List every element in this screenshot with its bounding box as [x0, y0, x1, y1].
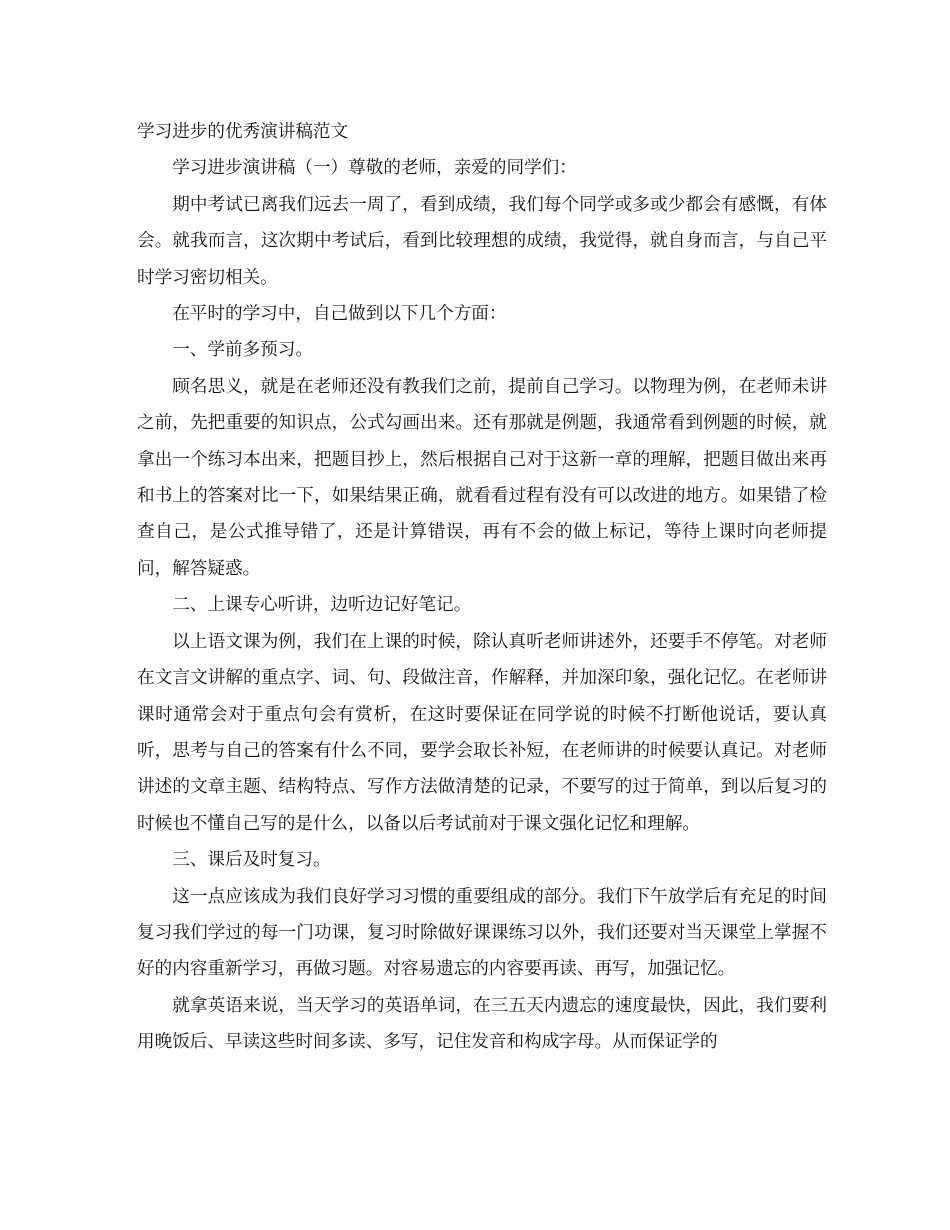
paragraph-review: 这一点应该成为我们良好学习习惯的重要组成的部分。我们下午放学后有充足的时间复习我们学过的每一门功课，复习时除做好课课练习以外，我们还要对当天课堂上掌握不好的内容重新学习，再做习题。对容易遗忘的内容要再读、再写，加强记忆。: [137, 886, 827, 980]
paragraph-listen: 以上语文课为例，我们在上课的时候，除认真听老师讲述外，还要手不停笔。对老师在文言文讲解的重点字、词、句、段做注音，作解释，并加深印象，强化记忆。在老师讲课时通常会对于重点句会有赏析，在这时要保证在同学说的时候不打断他说话，要认真听，思考与自己的答案有什么不同，要学会取长补短，在老师讲的时候要认真记。对老师讲述的文章主题、结构特点、写作方法做清楚的记录，不要写的过于简单，到以后复习的时候也不懂自己写的是什么，以备以后考试前对于课文强化记忆和理解。: [137, 631, 827, 834]
paragraph-intro: 期中考试已离我们远去一周了，看到成绩，我们每个同学或多或少都会有感慨，有体会。就我而言，这次期中考试后，看到比较理想的成绩，我觉得，就自身而言，与自己平时学习密切相关。: [137, 194, 827, 288]
paragraph-salutation: 学习进步演讲稿（一）尊敬的老师，亲爱的同学们：: [172, 158, 577, 179]
paragraph-preview: 顾名思义，就是在老师还没有教我们之前，提前自己学习。以物理为例，在老师未讲之前，先把重要的知识点，公式勾画出来。还有那就是例题，我通常看到例题的时候，就拿出一个练习本出来，把题目抄上，然后根据自己对于这新一章的理解，把题目做出来再和书上的答案对比一下，如果结果正确，就看看过程有没有可以改进的地方。如果错了检查自己，是公式推导错了，还是计算错误，再有不会的做上标记，等待上课时向老师提问，解答疑惑。: [137, 376, 827, 579]
section-heading-preview: 一、学前多预习。: [172, 340, 313, 361]
paragraph-english: 就拿英语来说，当天学习的英语单词，在三五天内遗忘的速度最快，因此，我们要利用晚饭后、早读这些时间多读、多写，记住发音和构成字母。从而保证学的: [137, 995, 827, 1053]
section-heading-listen: 二、上课专心听讲，边听边记好笔记。: [172, 595, 472, 616]
document-body: [137, 114, 827, 1061]
document-title: 学习进步的优秀演讲稿范文: [137, 122, 349, 142]
section-heading-review: 三、课后及时复习。: [172, 850, 331, 871]
paragraph-aspects: 在平时的学习中，自己做到以下几个方面：: [172, 304, 507, 325]
